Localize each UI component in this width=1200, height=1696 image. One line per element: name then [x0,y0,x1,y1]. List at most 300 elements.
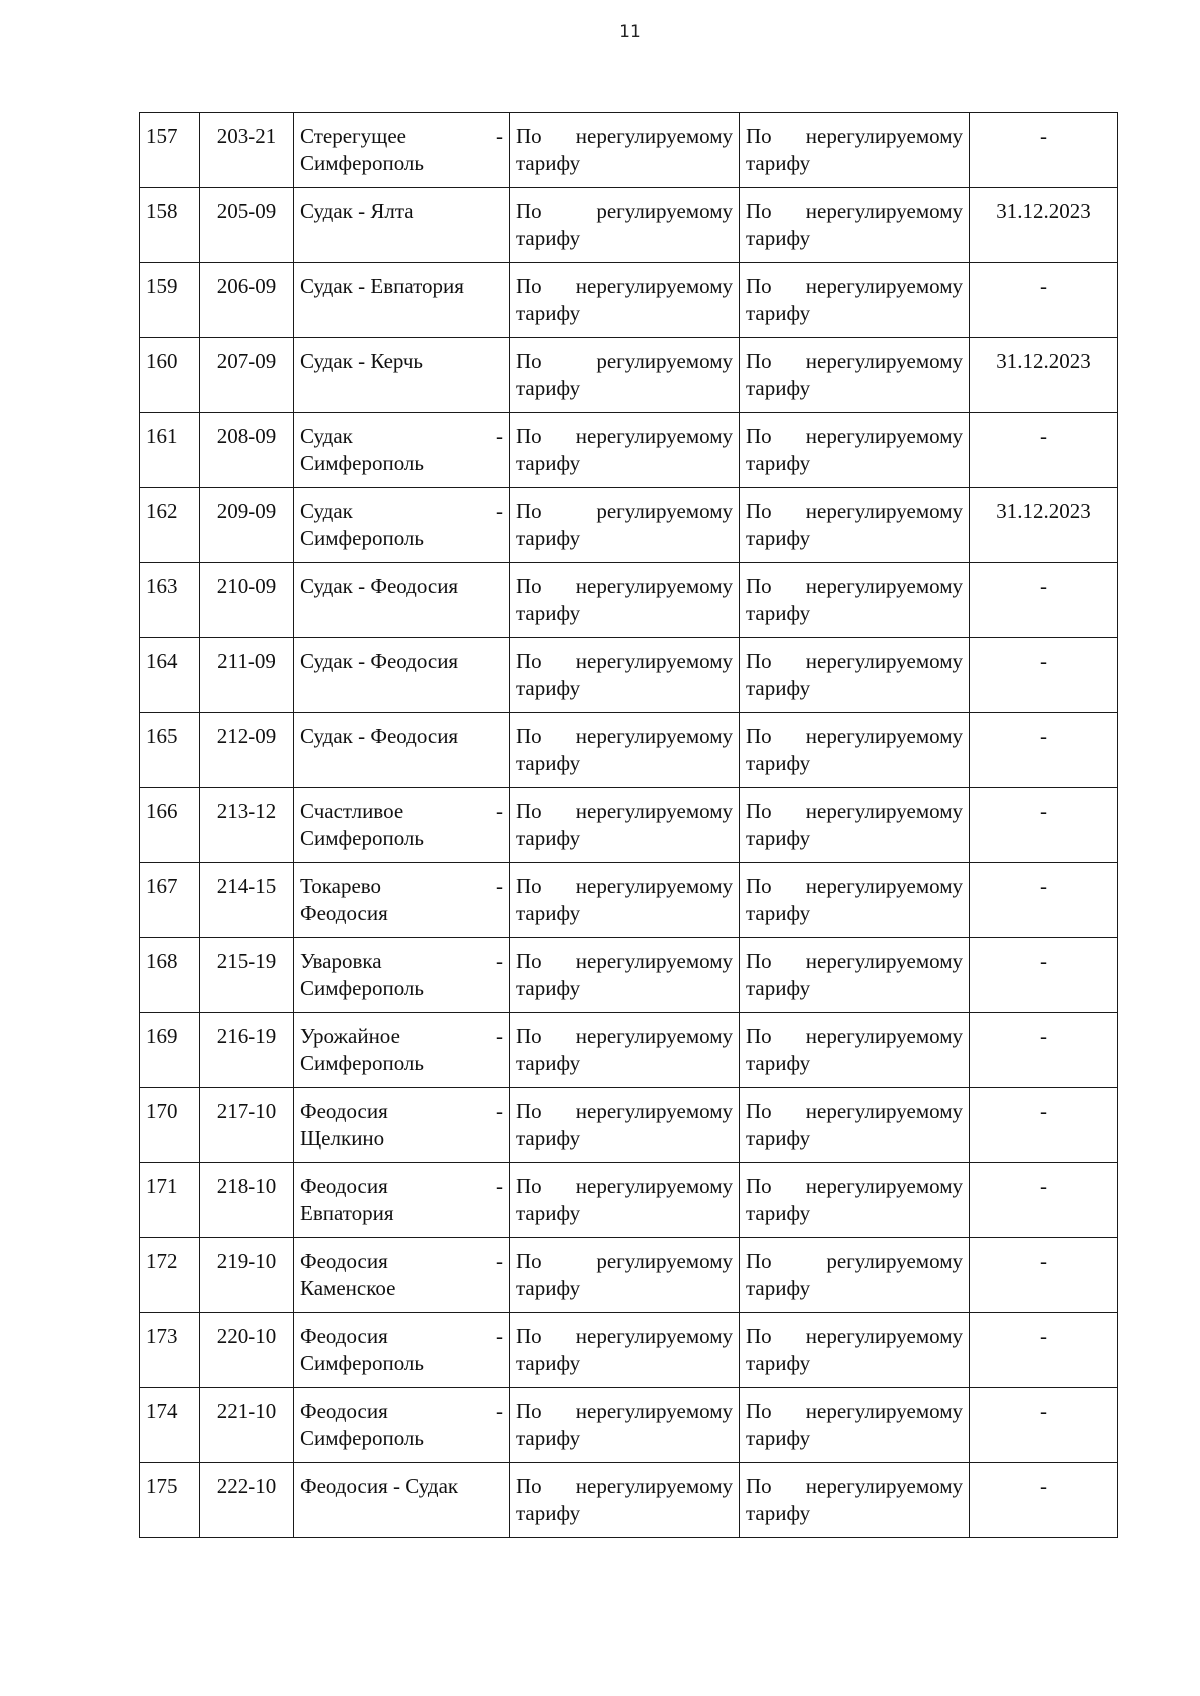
tariff-text-2: тарифу [516,376,581,400]
tariff-line [746,1248,963,1275]
route-name-line [300,498,503,525]
route-destination: Феодосия [300,901,388,925]
row-number-cell [140,1163,200,1238]
route-destination-line [300,1350,503,1377]
tariff-text-2: тарифу [746,826,811,850]
route-code-cell [200,188,294,263]
tariff-word: нерегулируемому [805,1399,963,1423]
route-destination-line [300,900,503,927]
tariff-line-2 [516,1050,733,1077]
tariff-cell-2 [740,788,970,863]
row-number: 173 [146,1324,178,1348]
route-name-line [300,1173,503,1200]
tariff-cell-1 [510,863,740,938]
row-number: 158 [146,199,178,223]
route-code-cell [200,1313,294,1388]
tariff-text-2: тарифу [516,1126,581,1150]
tariff-word: нерегулируемому [805,124,963,148]
tariff-word: нерегулируемому [805,499,963,523]
tariff-word: По [516,574,542,598]
tariff-line-2 [746,750,963,777]
route-origin: Судак [300,499,353,523]
tariff-line [516,648,733,675]
route-code-cell [200,1088,294,1163]
tariff-word: нерегулируемому [805,799,963,823]
route-destination: Щелкино [300,1126,385,1150]
tariff-cell-2 [740,1313,970,1388]
route-destination: Симферополь [300,1051,424,1075]
tariff-word: По [746,649,772,673]
route-destination: Евпатория [300,1201,394,1225]
tariff-word: нерегулируемому [805,1474,963,1498]
route-dash: - [496,949,503,973]
tariff-word: регулируемому [596,349,733,373]
end-date: - [1040,574,1047,598]
tariff-cell-1 [510,1088,740,1163]
tariff-line [516,948,733,975]
tariff-word: По [746,349,772,373]
tariff-cell-2 [740,938,970,1013]
tariff-line-2 [746,675,963,702]
route-name-cell [294,488,510,563]
route-name-cell [294,1388,510,1463]
end-date: - [1040,724,1047,748]
route-name-line [300,423,503,450]
tariff-line-2 [746,825,963,852]
tariff-word: нерегулируемому [805,874,963,898]
tariff-line-2 [516,450,733,477]
tariff-line [746,948,963,975]
tariff-word: По [516,199,542,223]
tariff-text-2: тарифу [746,1201,811,1225]
tariff-line-2 [746,375,963,402]
tariff-line-2 [746,450,963,477]
tariff-word: По [516,1099,542,1123]
tariff-cell-1 [510,338,740,413]
row-number: 175 [146,1474,178,1498]
tariff-cell-2 [740,1163,970,1238]
tariff-line [516,348,733,375]
tariff-word: нерегулируемому [805,274,963,298]
route-code-cell [200,788,294,863]
date-cell [970,938,1118,1013]
tariff-line-2 [516,525,733,552]
route-destination: Симферополь [300,451,424,475]
route-name-cell [294,713,510,788]
tariff-text-2: тарифу [746,301,811,325]
route-name: Судак - Евпатория [300,274,464,298]
tariff-cell-2 [740,1463,970,1538]
tariff-text-2: тарифу [516,451,581,475]
tariff-cell-2 [740,113,970,188]
tariff-cell-2 [740,263,970,338]
tariff-cell-2 [740,488,970,563]
tariff-word: По [746,499,772,523]
tariff-word: По [516,1324,542,1348]
table-row [140,1163,1118,1238]
row-number-cell [140,338,200,413]
row-number: 160 [146,349,178,373]
date-cell [970,338,1118,413]
row-number-cell [140,188,200,263]
tariff-line-2 [746,900,963,927]
tariff-line-2 [746,1200,963,1227]
tariff-cell-1 [510,1313,740,1388]
route-destination: Симферополь [300,151,424,175]
table-row [140,1238,1118,1313]
tariff-word: По [516,1399,542,1423]
row-number-cell [140,938,200,1013]
tariff-line-2 [746,975,963,1002]
row-number-cell [140,1013,200,1088]
tariff-text-2: тарифу [516,976,581,1000]
tariff-word: По [516,874,542,898]
tariff-line-2 [516,375,733,402]
tariff-word: нерегулируемому [575,724,733,748]
tariff-line [746,1173,963,1200]
row-number: 163 [146,574,178,598]
row-number: 162 [146,499,178,523]
tariff-line [746,498,963,525]
route-code-cell [200,1388,294,1463]
route-name-line [300,1098,503,1125]
tariff-line [746,348,963,375]
row-number-cell [140,488,200,563]
route-dash: - [496,874,503,898]
tariff-word: нерегулируемому [575,799,733,823]
tariff-cell-2 [740,638,970,713]
tariff-word: По [516,274,542,298]
tariff-text-2: тарифу [746,526,811,550]
route-origin: Судак [300,424,353,448]
route-code-cell [200,638,294,713]
route-code: 213-12 [216,799,277,823]
tariff-text-2: тарифу [516,1426,581,1450]
route-name-cell [294,638,510,713]
route-name-cell [294,788,510,863]
route-code-cell [200,413,294,488]
end-date: - [1040,1399,1047,1423]
tariff-word: регулируемому [596,499,733,523]
route-name: Феодосия - Судак [300,1474,459,1498]
row-number-cell [140,113,200,188]
tariff-line [746,798,963,825]
tariff-text-2: тарифу [746,1501,811,1525]
tariff-line-2 [516,1500,733,1527]
tariff-line-2 [516,975,733,1002]
date-cell [970,788,1118,863]
routes-table [139,112,1118,1538]
tariff-text-2: тарифу [516,751,581,775]
route-name-cell [294,338,510,413]
tariff-text-2: тарифу [516,226,581,250]
route-code-cell [200,338,294,413]
route-code: 216-19 [216,1024,277,1048]
tariff-word: нерегулируемому [575,1324,733,1348]
route-code: 208-09 [216,424,277,448]
tariff-word: По [746,799,772,823]
end-date: - [1040,874,1047,898]
route-code: 207-09 [216,349,277,373]
tariff-word: нерегулируемому [575,1174,733,1198]
tariff-line-2 [516,1425,733,1452]
route-origin: Урожайное [300,1024,400,1048]
tariff-word: По [516,1024,542,1048]
route-origin: Феодосия [300,1324,388,1348]
tariff-word: По [746,274,772,298]
row-number: 172 [146,1249,178,1273]
route-code-cell [200,863,294,938]
tariff-word: нерегулируемому [575,124,733,148]
tariff-word: нерегулируемому [575,1024,733,1048]
tariff-word: нерегулируемому [805,424,963,448]
route-destination-line [300,1050,503,1077]
route-dash: - [496,124,503,148]
route-destination: Симферополь [300,826,424,850]
tariff-line-2 [746,150,963,177]
tariff-word: По [516,799,542,823]
tariff-line [746,423,963,450]
route-name-cell [294,188,510,263]
row-number: 161 [146,424,178,448]
route-code-cell [200,488,294,563]
route-name: Судак - Керчь [300,349,424,373]
route-code-cell [200,1463,294,1538]
tariff-cell-1 [510,713,740,788]
route-origin: Феодосия [300,1399,388,1423]
tariff-text-2: тарифу [516,1351,581,1375]
end-date: - [1040,1324,1047,1348]
tariff-line-2 [516,1275,733,1302]
date-cell [970,638,1118,713]
route-code: 203-21 [216,124,277,148]
tariff-word: По [516,949,542,973]
tariff-word: нерегулируемому [575,1099,733,1123]
tariff-line [746,123,963,150]
tariff-word: По [516,424,542,448]
end-date: - [1040,124,1047,148]
tariff-word: нерегулируемому [575,1474,733,1498]
tariff-word: нерегулируемому [805,1024,963,1048]
route-code: 214-15 [216,874,277,898]
tariff-cell-1 [510,488,740,563]
table-row [140,1088,1118,1163]
route-name-cell [294,1313,510,1388]
route-destination-line [300,525,503,552]
route-code: 218-10 [216,1174,277,1198]
tariff-word: По [516,124,542,148]
row-number: 167 [146,874,178,898]
tariff-line [746,1473,963,1500]
end-date: - [1040,424,1047,448]
tariff-line [746,1398,963,1425]
row-number: 157 [146,124,178,148]
end-date: - [1040,1024,1047,1048]
row-number-cell [140,1238,200,1313]
route-code-cell [200,938,294,1013]
route-name-cell [294,1238,510,1313]
table-row [140,1313,1118,1388]
route-dash: - [496,1249,503,1273]
route-name-cell [294,113,510,188]
route-name-cell [294,263,510,338]
tariff-line [516,798,733,825]
tariff-line [746,198,963,225]
row-number-cell [140,713,200,788]
tariff-word: нерегулируемому [575,274,733,298]
tariff-line [516,573,733,600]
route-name-cell [294,413,510,488]
route-destination: Симферополь [300,976,424,1000]
row-number-cell [140,1313,200,1388]
tariff-word: нерегулируемому [805,574,963,598]
tariff-word: По [516,724,542,748]
route-name-cell [294,863,510,938]
tariff-text-2: тарифу [746,1351,811,1375]
route-code: 221-10 [216,1399,277,1423]
tariff-cell-2 [740,863,970,938]
route-origin: Феодосия [300,1099,388,1123]
row-number: 168 [146,949,178,973]
route-name-cell [294,563,510,638]
tariff-line-2 [746,1350,963,1377]
tariff-cell-2 [740,713,970,788]
route-origin: Феодосия [300,1249,388,1273]
tariff-word: По [746,1324,772,1348]
tariff-line [516,123,733,150]
end-date: 31.12.2023 [996,499,1091,523]
tariff-cell-1 [510,188,740,263]
tariff-line [746,723,963,750]
tariff-line [516,873,733,900]
tariff-line-2 [516,225,733,252]
tariff-text-2: тарифу [516,826,581,850]
tariff-line [516,723,733,750]
date-cell [970,1463,1118,1538]
tariff-cell-1 [510,263,740,338]
tariff-cell-1 [510,938,740,1013]
route-dash: - [496,499,503,523]
end-date: - [1040,1099,1047,1123]
route-code-cell [200,263,294,338]
route-name-line [300,948,503,975]
date-cell [970,1163,1118,1238]
tariff-word: По [746,724,772,748]
tariff-word: нерегулируемому [805,949,963,973]
end-date: - [1040,949,1047,973]
tariff-line-2 [746,225,963,252]
table-row [140,338,1118,413]
tariff-word: По [516,1249,542,1273]
route-destination-line [300,150,503,177]
row-number: 165 [146,724,178,748]
tariff-word: нерегулируемому [805,649,963,673]
route-origin: Токарево [300,874,382,898]
table-row [140,263,1118,338]
row-number-cell [140,1463,200,1538]
tariff-word: регулируемому [596,1249,733,1273]
tariff-line-2 [516,675,733,702]
tariff-line [516,1473,733,1500]
route-dash: - [496,1174,503,1198]
tariff-line [516,1023,733,1050]
tariff-word: нерегулируемому [805,1174,963,1198]
routes-table-body [140,113,1118,1538]
tariff-line-2 [516,1125,733,1152]
route-destination: Каменское [300,1276,396,1300]
route-code: 211-09 [217,649,276,673]
end-date: - [1040,1249,1047,1273]
row-number: 166 [146,799,178,823]
end-date: 31.12.2023 [996,199,1091,223]
end-date: - [1040,274,1047,298]
tariff-line-2 [746,1500,963,1527]
tariff-cell-1 [510,1388,740,1463]
date-cell [970,413,1118,488]
table-row [140,788,1118,863]
route-name: Судак - Феодосия [300,724,459,748]
tariff-word: По [746,424,772,448]
tariff-line [746,1098,963,1125]
route-code-cell [200,1238,294,1313]
end-date: - [1040,1174,1047,1198]
table-row [140,938,1118,1013]
tariff-cell-1 [510,788,740,863]
tariff-line [746,1323,963,1350]
table-row [140,188,1118,263]
route-dash: - [496,424,503,448]
route-name-line [300,798,503,825]
date-cell [970,1088,1118,1163]
tariff-word: По [516,649,542,673]
table-row [140,713,1118,788]
route-destination-line [300,1275,503,1302]
tariff-cell-1 [510,1238,740,1313]
date-cell [970,1313,1118,1388]
tariff-line [746,273,963,300]
tariff-cell-2 [740,338,970,413]
tariff-word: нерегулируемому [575,424,733,448]
route-code: 215-19 [216,949,277,973]
date-cell [970,863,1118,938]
tariff-line-2 [746,1275,963,1302]
route-code: 219-10 [216,1249,277,1273]
table-row [140,113,1118,188]
tariff-text-2: тарифу [516,1276,581,1300]
end-date: 31.12.2023 [996,349,1091,373]
route-destination-line [300,1125,503,1152]
route-code-cell [200,563,294,638]
route-destination-line [300,975,503,1002]
route-dash: - [496,1399,503,1423]
row-number-cell [140,413,200,488]
route-name: Судак - Феодосия [300,574,459,598]
route-destination: Симферополь [300,526,424,550]
route-dash: - [496,1024,503,1048]
route-code: 220-10 [216,1324,277,1348]
date-cell [970,713,1118,788]
route-origin: Феодосия [300,1174,388,1198]
tariff-cell-2 [740,1238,970,1313]
tariff-text-2: тарифу [516,901,581,925]
tariff-line [516,1398,733,1425]
route-destination: Симферополь [300,1426,424,1450]
route-code: 209-09 [216,499,277,523]
end-date: - [1040,799,1047,823]
tariff-line-2 [516,825,733,852]
route-name-cell [294,938,510,1013]
tariff-text-2: тарифу [516,526,581,550]
